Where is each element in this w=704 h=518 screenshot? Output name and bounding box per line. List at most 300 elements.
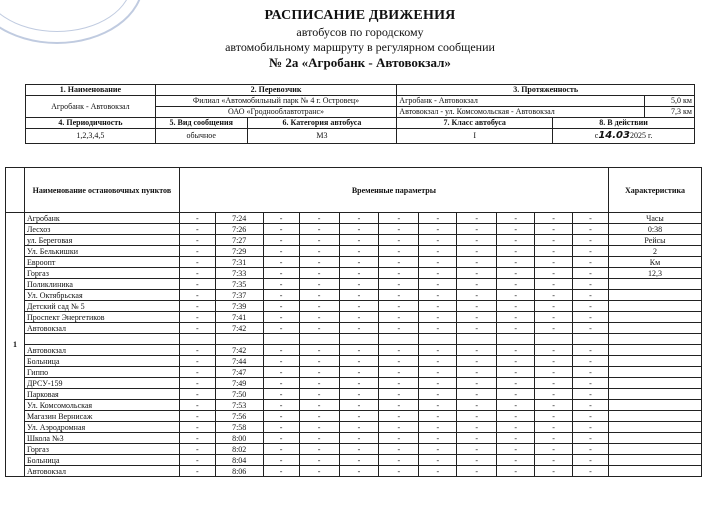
no-trip-dash: - — [299, 378, 339, 389]
empty-cell — [608, 466, 701, 477]
no-trip-dash: - — [573, 224, 609, 235]
empty-cell — [608, 400, 701, 411]
no-trip-dash: - — [457, 279, 497, 290]
no-trip-dash: - — [263, 389, 299, 400]
no-trip-dash: - — [419, 367, 457, 378]
effective-date-year: 2025 г. — [629, 131, 653, 140]
no-trip-dash: - — [263, 400, 299, 411]
no-trip-dash: - — [457, 411, 497, 422]
no-trip-dash: - — [339, 257, 379, 268]
no-trip-dash: - — [379, 466, 419, 477]
no-trip-dash: - — [299, 224, 339, 235]
departure-time: 7:53 — [215, 400, 263, 411]
no-trip-dash: - — [573, 356, 609, 367]
stop-name: Детский сад № 5 — [24, 301, 179, 312]
effective-date-header: 8. В действии — [553, 118, 695, 129]
no-trip-dash: - — [535, 213, 573, 224]
no-trip-dash: - — [457, 224, 497, 235]
departure-time: 7:42 — [215, 323, 263, 334]
no-trip-dash: - — [339, 422, 379, 433]
no-trip-dash: - — [497, 246, 535, 257]
no-trip-dash: - — [263, 290, 299, 301]
no-trip-dash: - — [457, 312, 497, 323]
empty-cell — [608, 367, 701, 378]
empty-cell — [608, 455, 701, 466]
no-trip-dash: - — [419, 268, 457, 279]
no-trip-dash: - — [419, 433, 457, 444]
time-parameters-header: Временные параметры — [179, 168, 608, 213]
route-name-value: Агробанк - Автовокзал — [26, 96, 156, 118]
empty-cell — [608, 411, 701, 422]
no-trip-dash: - — [535, 433, 573, 444]
empty-cell — [608, 422, 701, 433]
departure-time: 7:37 — [215, 290, 263, 301]
no-trip-dash: - — [299, 312, 339, 323]
empty-cell — [457, 334, 497, 345]
route-title: № 2а «Агробанк - Автовокзал» — [269, 55, 451, 70]
no-trip-dash: - — [379, 224, 419, 235]
document-subtitle-1: автобусов по городскому — [296, 25, 424, 39]
no-trip-dash: - — [497, 268, 535, 279]
no-trip-dash: - — [299, 389, 339, 400]
carrier-value-2: ОАО «Гроднооблавтотранс» — [155, 107, 397, 118]
departure-time: 8:04 — [215, 455, 263, 466]
departure-time: 7:33 — [215, 268, 263, 279]
no-trip-dash: - — [497, 378, 535, 389]
table-row — [6, 466, 702, 477]
no-trip-dash: - — [179, 345, 215, 356]
no-trip-dash: - — [457, 246, 497, 257]
no-trip-dash: - — [457, 367, 497, 378]
no-trip-dash: - — [379, 323, 419, 334]
no-trip-dash: - — [535, 422, 573, 433]
length-header: 3. Протяженность — [397, 85, 695, 96]
no-trip-dash: - — [497, 389, 535, 400]
no-trip-dash: - — [497, 411, 535, 422]
no-trip-dash: - — [457, 433, 497, 444]
departure-time: 7:26 — [215, 224, 263, 235]
table-row — [6, 422, 702, 433]
no-trip-dash: - — [535, 367, 573, 378]
no-trip-dash: - — [263, 268, 299, 279]
no-trip-dash: - — [497, 367, 535, 378]
no-trip-dash: - — [379, 400, 419, 411]
no-trip-dash: - — [379, 367, 419, 378]
no-trip-dash: - — [535, 312, 573, 323]
no-trip-dash: - — [339, 224, 379, 235]
trip-group-number: 1 — [6, 213, 25, 477]
no-trip-dash: - — [497, 400, 535, 411]
stop-name: Больница — [24, 356, 179, 367]
departure-time: 7:44 — [215, 356, 263, 367]
no-trip-dash: - — [299, 444, 339, 455]
no-trip-dash: - — [573, 301, 609, 312]
table-row — [6, 444, 702, 455]
no-trip-dash: - — [263, 433, 299, 444]
no-trip-dash: - — [379, 345, 419, 356]
characteristic-value: 0:38 — [608, 224, 701, 235]
no-trip-dash: - — [419, 246, 457, 257]
table-row — [6, 367, 702, 378]
no-trip-dash: - — [457, 356, 497, 367]
periodicity-value: 1,2,3,4,5 — [26, 129, 156, 144]
departure-time: 7:39 — [215, 301, 263, 312]
no-trip-dash: - — [497, 312, 535, 323]
no-trip-dash: - — [179, 301, 215, 312]
no-trip-dash: - — [379, 290, 419, 301]
no-trip-dash: - — [497, 466, 535, 477]
no-trip-dash: - — [535, 268, 573, 279]
no-trip-dash: - — [339, 290, 379, 301]
stop-name: Парковая — [24, 389, 179, 400]
no-trip-dash: - — [299, 455, 339, 466]
effective-date-prefix: с — [594, 131, 599, 140]
no-trip-dash: - — [573, 400, 609, 411]
characteristics-header: Характеристика — [608, 168, 701, 213]
carrier-value-1: Филиал «Автомобильный парк № 4 г. Островец» — [155, 96, 397, 107]
no-trip-dash: - — [263, 213, 299, 224]
empty-cell — [263, 334, 299, 345]
no-trip-dash: - — [535, 455, 573, 466]
no-trip-dash: - — [457, 466, 497, 477]
service-type-value: обычное — [155, 129, 247, 144]
stop-name: ДРСУ-159 — [24, 378, 179, 389]
no-trip-dash: - — [497, 422, 535, 433]
no-trip-dash: - — [419, 235, 457, 246]
no-trip-dash: - — [179, 422, 215, 433]
empty-cell — [608, 389, 701, 400]
no-trip-dash: - — [299, 433, 339, 444]
no-trip-dash: - — [419, 257, 457, 268]
no-trip-dash: - — [497, 301, 535, 312]
no-trip-dash: - — [457, 444, 497, 455]
no-trip-dash: - — [573, 378, 609, 389]
length-value-1: 5,0 км — [645, 96, 695, 107]
table-row — [6, 334, 702, 345]
no-trip-dash: - — [339, 411, 379, 422]
no-trip-dash: - — [263, 257, 299, 268]
characteristic-value: 2 — [608, 246, 701, 257]
no-trip-dash: - — [535, 411, 573, 422]
no-trip-dash: - — [573, 466, 609, 477]
departure-time: 7:31 — [215, 257, 263, 268]
no-trip-dash: - — [299, 268, 339, 279]
no-trip-dash: - — [339, 301, 379, 312]
no-trip-dash: - — [379, 312, 419, 323]
no-trip-dash: - — [535, 301, 573, 312]
no-trip-dash: - — [497, 345, 535, 356]
no-trip-dash: - — [339, 345, 379, 356]
stop-name: Школа №3 — [24, 433, 179, 444]
stop-name: Поликлиника — [24, 279, 179, 290]
table-row — [6, 411, 702, 422]
no-trip-dash: - — [497, 235, 535, 246]
no-trip-dash: - — [573, 422, 609, 433]
no-trip-dash: - — [535, 466, 573, 477]
no-trip-dash: - — [179, 367, 215, 378]
no-trip-dash: - — [457, 213, 497, 224]
characteristic-value: Км — [608, 257, 701, 268]
stop-name: Евроопт — [24, 257, 179, 268]
stop-name: Проспект Энергетиков — [24, 312, 179, 323]
no-trip-dash: - — [263, 378, 299, 389]
characteristic-value: Часы — [608, 213, 701, 224]
no-trip-dash: - — [379, 422, 419, 433]
name-header: 1. Наименование — [26, 85, 156, 96]
no-trip-dash: - — [419, 356, 457, 367]
table-row — [6, 290, 702, 301]
no-trip-dash: - — [179, 224, 215, 235]
effective-date-handwritten: 14.03 — [598, 130, 630, 141]
empty-cell — [573, 334, 609, 345]
table-row — [6, 312, 702, 323]
no-trip-dash: - — [573, 411, 609, 422]
empty-cell — [608, 444, 701, 455]
periodicity-header: 4. Периодичность — [26, 118, 156, 129]
no-trip-dash: - — [263, 367, 299, 378]
no-trip-dash: - — [379, 455, 419, 466]
characteristic-value: 12,3 — [608, 268, 701, 279]
no-trip-dash: - — [263, 455, 299, 466]
no-trip-dash: - — [535, 400, 573, 411]
no-trip-dash: - — [457, 422, 497, 433]
no-trip-dash: - — [457, 400, 497, 411]
stop-name: Лесхоз — [24, 224, 179, 235]
stop-name: Ул. Октябрьская — [24, 290, 179, 301]
no-trip-dash: - — [179, 389, 215, 400]
table-row — [6, 279, 702, 290]
stop-name: Автовокзал — [24, 345, 179, 356]
no-trip-dash: - — [379, 246, 419, 257]
no-trip-dash: - — [263, 411, 299, 422]
service-type-header: 5. Вид сообщения — [155, 118, 247, 129]
departure-time: 7:56 — [215, 411, 263, 422]
stop-name: Горгаз — [24, 444, 179, 455]
table-row — [6, 235, 702, 246]
no-trip-dash: - — [573, 235, 609, 246]
departure-time: 7:35 — [215, 279, 263, 290]
document-title: РАСПИСАНИЕ ДВИЖЕНИЯ — [264, 8, 456, 23]
stop-name: ул. Береговая — [24, 235, 179, 246]
no-trip-dash: - — [573, 444, 609, 455]
departure-time: 7:58 — [215, 422, 263, 433]
no-trip-dash: - — [339, 323, 379, 334]
no-trip-dash: - — [339, 400, 379, 411]
no-trip-dash: - — [573, 389, 609, 400]
no-trip-dash: - — [457, 257, 497, 268]
table-row — [6, 213, 702, 224]
no-trip-dash: - — [263, 224, 299, 235]
no-trip-dash: - — [419, 301, 457, 312]
no-trip-dash: - — [339, 466, 379, 477]
no-trip-dash: - — [339, 356, 379, 367]
no-trip-dash: - — [299, 257, 339, 268]
stops-column-header: Наименование остановочных пунктов — [24, 168, 179, 213]
no-trip-dash: - — [179, 323, 215, 334]
schedule-table — [5, 167, 702, 477]
empty-cell — [608, 323, 701, 334]
official-stamp-seal — [0, 0, 144, 44]
no-trip-dash: - — [457, 290, 497, 301]
table-row — [6, 246, 702, 257]
no-trip-dash: - — [339, 213, 379, 224]
empty-cell — [608, 334, 701, 345]
no-trip-dash: - — [573, 268, 609, 279]
no-trip-dash: - — [457, 455, 497, 466]
no-trip-dash: - — [263, 246, 299, 257]
empty-cell — [608, 356, 701, 367]
no-trip-dash: - — [339, 378, 379, 389]
no-trip-dash: - — [339, 312, 379, 323]
no-trip-dash: - — [379, 279, 419, 290]
table-row — [6, 378, 702, 389]
no-trip-dash: - — [535, 389, 573, 400]
characteristic-value: Рейсы — [608, 235, 701, 246]
stop-name: Магазин Вернисаж — [24, 411, 179, 422]
no-trip-dash: - — [263, 235, 299, 246]
departure-time: 8:00 — [215, 433, 263, 444]
no-trip-dash: - — [419, 213, 457, 224]
no-trip-dash: - — [179, 444, 215, 455]
no-trip-dash: - — [299, 411, 339, 422]
no-trip-dash: - — [457, 323, 497, 334]
no-trip-dash: - — [573, 455, 609, 466]
empty-cell — [608, 312, 701, 323]
empty-cell — [535, 334, 573, 345]
no-trip-dash: - — [263, 312, 299, 323]
no-trip-dash: - — [419, 323, 457, 334]
no-trip-dash: - — [497, 213, 535, 224]
no-trip-dash: - — [179, 246, 215, 257]
no-trip-dash: - — [497, 279, 535, 290]
table-row — [6, 224, 702, 235]
no-trip-dash: - — [497, 323, 535, 334]
no-trip-dash: - — [179, 466, 215, 477]
no-trip-dash: - — [179, 378, 215, 389]
no-trip-dash: - — [573, 213, 609, 224]
empty-cell — [299, 334, 339, 345]
no-trip-dash: - — [497, 224, 535, 235]
no-trip-dash: - — [535, 345, 573, 356]
no-trip-dash: - — [535, 290, 573, 301]
no-trip-dash: - — [379, 356, 419, 367]
no-trip-dash: - — [573, 345, 609, 356]
stop-name: Гиппо — [24, 367, 179, 378]
bus-category-header: 6. Категория автобуса — [247, 118, 397, 129]
no-trip-dash: - — [339, 455, 379, 466]
no-trip-dash: - — [299, 235, 339, 246]
table-row — [6, 257, 702, 268]
table-row — [6, 345, 702, 356]
empty-cell — [339, 334, 379, 345]
no-trip-dash: - — [419, 455, 457, 466]
empty-cell — [179, 334, 215, 345]
no-trip-dash: - — [457, 235, 497, 246]
bus-class-header: 7. Класс автобуса — [397, 118, 553, 129]
no-trip-dash: - — [573, 290, 609, 301]
no-trip-dash: - — [457, 389, 497, 400]
no-trip-dash: - — [339, 444, 379, 455]
departure-time: 7:27 — [215, 235, 263, 246]
table-row — [6, 433, 702, 444]
no-trip-dash: - — [263, 323, 299, 334]
departure-time: 7:50 — [215, 389, 263, 400]
no-trip-dash: - — [379, 301, 419, 312]
no-trip-dash: - — [379, 378, 419, 389]
departure-time: 7:47 — [215, 367, 263, 378]
no-trip-dash: - — [179, 312, 215, 323]
no-trip-dash: - — [419, 389, 457, 400]
empty-cell — [608, 301, 701, 312]
no-trip-dash: - — [263, 356, 299, 367]
table-row — [6, 455, 702, 466]
no-trip-dash: - — [379, 213, 419, 224]
table-row — [6, 268, 702, 279]
no-trip-dash: - — [535, 279, 573, 290]
empty-cell — [215, 334, 263, 345]
no-trip-dash: - — [497, 433, 535, 444]
stop-name: Ул. Белькишки — [24, 246, 179, 257]
no-trip-dash: - — [497, 455, 535, 466]
no-trip-dash: - — [299, 213, 339, 224]
no-trip-dash: - — [419, 290, 457, 301]
stop-name — [24, 334, 179, 345]
no-trip-dash: - — [299, 400, 339, 411]
departure-time: 7:24 — [215, 213, 263, 224]
no-trip-dash: - — [263, 345, 299, 356]
bus-class-value: I — [397, 129, 553, 144]
table-row — [6, 323, 702, 334]
no-trip-dash: - — [379, 389, 419, 400]
bus-category-value: М3 — [247, 129, 397, 144]
no-trip-dash: - — [299, 367, 339, 378]
no-trip-dash: - — [419, 378, 457, 389]
stop-name: Автовокзал — [24, 323, 179, 334]
departure-time: 8:06 — [215, 466, 263, 477]
no-trip-dash: - — [419, 224, 457, 235]
no-trip-dash: - — [457, 268, 497, 279]
no-trip-dash: - — [573, 279, 609, 290]
no-trip-dash: - — [179, 400, 215, 411]
departure-time: 7:29 — [215, 246, 263, 257]
no-trip-dash: - — [299, 290, 339, 301]
no-trip-dash: - — [419, 345, 457, 356]
no-trip-dash: - — [573, 323, 609, 334]
no-trip-dash: - — [179, 279, 215, 290]
empty-cell — [608, 433, 701, 444]
no-trip-dash: - — [179, 433, 215, 444]
departure-time: 7:49 — [215, 378, 263, 389]
no-trip-dash: - — [339, 246, 379, 257]
effective-date-value — [553, 129, 695, 144]
document-subtitle-2: автомобильному маршруту в регулярном сообщении — [225, 40, 495, 54]
no-trip-dash: - — [419, 466, 457, 477]
no-trip-dash: - — [299, 301, 339, 312]
no-trip-dash: - — [535, 323, 573, 334]
no-trip-dash: - — [339, 389, 379, 400]
no-trip-dash: - — [379, 444, 419, 455]
no-trip-dash: - — [457, 301, 497, 312]
no-trip-dash: - — [179, 356, 215, 367]
empty-cell — [608, 290, 701, 301]
no-trip-dash: - — [379, 433, 419, 444]
no-trip-dash: - — [573, 433, 609, 444]
stop-name: Автовокзал — [24, 466, 179, 477]
no-trip-dash: - — [535, 444, 573, 455]
no-trip-dash: - — [535, 356, 573, 367]
no-trip-dash: - — [179, 213, 215, 224]
no-trip-dash: - — [419, 279, 457, 290]
